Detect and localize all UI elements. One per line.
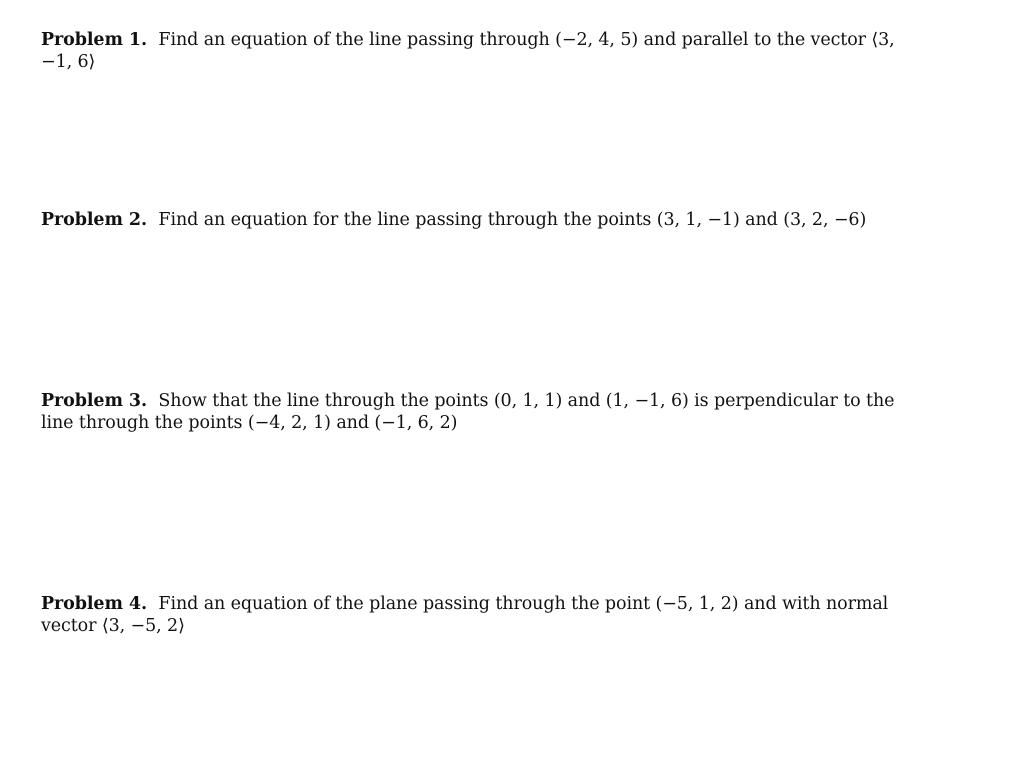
problem-4-text: Find an equation of the plane passing through the point (−5, 1, 2) and with normal vector ⟨3, −5, 2⟩ — [41, 594, 889, 636]
problem-2-text: Find an equation for the line passing through the points (3, 1, −1) and (3, 2, −6) — [158, 210, 867, 230]
problem-4 — [41, 593, 913, 637]
problem-3-text: Show that the line through the points (0, 1, 1) and (1, −1, 6) is perpendicular to the line through the points (−4, 2, 1) and (−1, 6, 2) — [41, 391, 895, 433]
problem-4-label: Problem 4. — [41, 594, 147, 614]
problem-1-text: Find an equation of the line passing through (−2, 4, 5) and parallel to the vector ⟨3, −1, 6⟩ — [41, 30, 895, 72]
problem-2 — [41, 209, 913, 231]
problem-2-label: Problem 2. — [41, 210, 147, 230]
problem-3 — [41, 390, 913, 434]
problem-1 — [41, 29, 913, 73]
problem-1-label: Problem 1. — [41, 30, 147, 50]
problem-3-label: Problem 3. — [41, 391, 147, 411]
